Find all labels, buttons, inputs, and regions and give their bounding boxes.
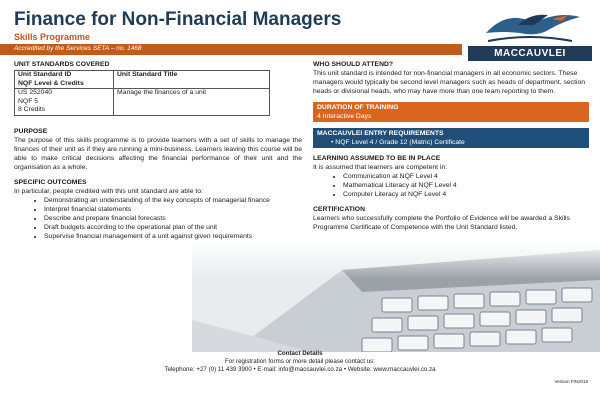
list-item: • Computer Literacy at NQF Level 4: [343, 190, 589, 199]
purpose-heading: PURPOSE: [14, 127, 48, 135]
unit-standards-heading: UNIT STANDARDS COVERED: [14, 61, 110, 68]
page-title: Finance for Non-Financial Managers: [14, 9, 342, 30]
unit-standards-table: [14, 70, 270, 116]
accreditation-banner: [0, 44, 462, 55]
entry-box: MACCAUVLEI ENTRY REQUIREMENTS • NQF Level 4 / Grade 12 (Matric) Certificate: [313, 128, 589, 148]
attend-heading: WHO SHOULD ATTEND?: [313, 61, 394, 68]
learning-heading: LEARNING ASSUMED TO BE IN PLACE: [313, 155, 441, 162]
unit-nqf: NQF 5: [18, 97, 39, 105]
list-item: • Interpret financial statements: [44, 205, 274, 214]
list-item: • Describe and prepare financial forecasts: [44, 214, 274, 223]
footer-heading: Contact Details: [277, 350, 323, 357]
version-label: Version FIN2019: [554, 379, 588, 384]
footer-line1: For registration forms or more detail please contact us:: [225, 358, 375, 365]
col1-subheader: NQF Level & Credits: [18, 79, 84, 87]
duration-value: 4 Interactive Days: [317, 113, 372, 120]
learning-list: [313, 172, 589, 199]
calculator-image: [192, 240, 600, 352]
accreditation-text: Accredited by the Services SETA – no. 1468: [14, 45, 142, 52]
list-item: • Demonstrating an understanding of the key concepts of managerial finance: [44, 196, 274, 205]
attend-text: This unit standard is intended for non-financial managers in all economic sectors. These managers would typically be second level managers such as heads of department, section heads or divisional heads, who may have more than one team reporting to them.: [313, 70, 586, 95]
col2-header: Unit Standard Title: [117, 71, 178, 78]
purpose-text: The purpose of this skills programme is to provide learners with a set of skills to manage the finances of their unit as if they are running a mini-business. Learners leaving this course will be able to make critical decisions affecting the financial performance of their unit and the organisation as a whole.: [14, 136, 302, 171]
learning-intro: It is assumed that learners are competent in:: [313, 164, 448, 171]
entry-item: NQF Level 4 / Grade 12 (Matric) Certificate: [335, 139, 465, 146]
unit-title: Manage the finances of a unit: [117, 89, 207, 96]
list-item: • Communication at NQF Level 4: [343, 172, 589, 181]
col1-header: Unit Standard ID: [18, 71, 72, 78]
maccauvlei-logo: [468, 3, 592, 61]
certification-heading: CERTIFICATION: [313, 206, 365, 213]
unit-credits: 8 Credits: [18, 106, 46, 113]
entry-heading: MACCAUVLEI ENTRY REQUIREMENTS: [317, 130, 444, 137]
footer-contact: Telephone: +27 (0) 11 439 3900 • E-mail: info@maccauvlei.co.za • Website: www.maccauvlei.co.za: [164, 366, 436, 373]
certification-text: Learners who successfully complete the Portfolio of Evidence will be awarded a Skills Programme Certificate of Competence with the Unit Standard listed.: [313, 215, 570, 231]
page-subtitle: Skills Programme: [14, 32, 91, 42]
duration-heading: DURATION OF TRAINING: [317, 104, 399, 111]
bird-logo-icon: [468, 3, 592, 49]
footer: [0, 350, 600, 374]
list-item: • Draft budgets according to the operational plan of the unit: [44, 223, 274, 232]
outcomes-list: [14, 196, 274, 241]
left-column: [14, 60, 302, 241]
outcomes-heading: SPECIFIC OUTCOMES: [14, 178, 87, 186]
list-item: • Mathematical Literacy at NQF Level 4: [343, 181, 589, 190]
logo-text: MACCAUVLEI: [468, 46, 592, 61]
right-column: [313, 60, 589, 232]
list-item: • Supervise financial management of a unit against given requirements: [44, 232, 274, 241]
duration-box: [313, 102, 589, 122]
unit-id: US 252040: [18, 89, 53, 96]
outcomes-intro: In particular, people credited with this unit standard are able to:: [14, 187, 203, 195]
